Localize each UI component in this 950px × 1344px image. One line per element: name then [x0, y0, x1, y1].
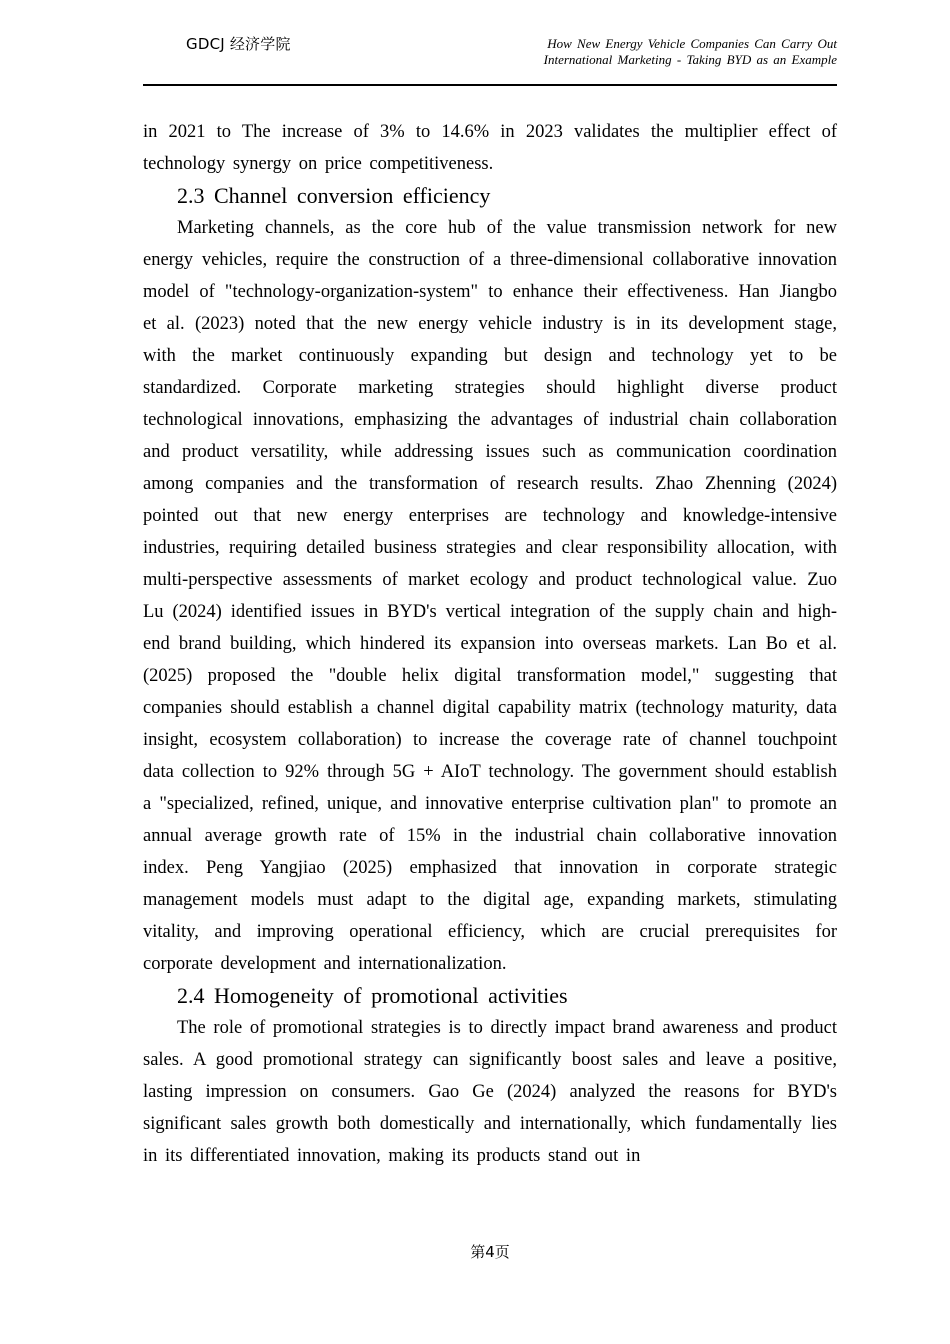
header-institution: GDCJ 经济学院	[186, 35, 291, 53]
page-number: 第4页	[470, 1243, 510, 1261]
continued-paragraph: in 2021 to The increase of 3% to 14.6% in 2023 validates the multiplier effect of technology synergy on price competitiveness.	[143, 122, 837, 174]
header-divider	[143, 84, 837, 86]
header-title-line-1: How New Energy Vehicle Companies Can Carry Out	[547, 36, 837, 51]
header-paper-title	[477, 36, 837, 68]
page-body	[143, 116, 837, 1172]
paragraph-promotional-activities: The role of promotional strategies is to directly impact brand awareness and product sales. A good promotional strategy can significantly boost sales and leave a positive, lasting impression on consumers. Gao Ge (2024) analyzed the reasons for BYD's significant sales growth both domestically and internationally, which fundamentally lies in its differentiated innovation, making its products stand out in	[143, 1018, 837, 1166]
section-heading-2-3: 2.3 Channel conversion efficiency	[177, 183, 491, 208]
header-title-line-2: International Marketing - Taking BYD as an Example	[543, 52, 837, 67]
section-heading-2-4: 2.4 Homogeneity of promotional activities	[177, 983, 568, 1008]
paragraph-channel-conversion: Marketing channels, as the core hub of the value transmission network for new energy vehicles, require the construction of a three-dimensional collaborative innovation model of "technology-organization-system" to enhance their effectiveness. Han Jiangbo et al. (2023) noted that the new energy vehicle industry is in its development stage, with the market continuously expanding but design and technology yet to be standardized. Corporate marketing strategies should highlight diverse product technological innovations, emphasizing the advantages of industrial chain collaboration and product versatility, while addressing issues such as communication coordination among companies and the transformation of research results. Zhao Zhenning (2024) pointed out that new energy enterprises are technology and knowledge-intensive industries, requiring detailed business strategies and clear responsibility allocation, with multi-perspective assessments of market ecology and product technological value. Zuo Lu (2024) identified issues in BYD's vertical integration of the supply chain and high-end brand building, which hindered its expansion into overseas markets. Lan Bo et al. (2025) proposed the "double helix digital transformation model," suggesting that companies should establish a channel digital capability matrix (technology maturity, data insight, ecosystem collaboration) to increase the coverage rate of channel touchpoint data collection to 92% through 5G + AIoT technology. The government should establish a "specialized, refined, unique, and innovative enterprise cultivation plan" to promote an annual average growth rate of 15% in the industrial chain collaborative innovation index. Peng Yangjiao (2025) emphasized that innovation in corporate strategic management models must adapt to the digital age, expanding markets, stimulating vitality, and improving operational efficiency, which are crucial prerequisites for corporate development and internationalization.	[143, 218, 837, 974]
